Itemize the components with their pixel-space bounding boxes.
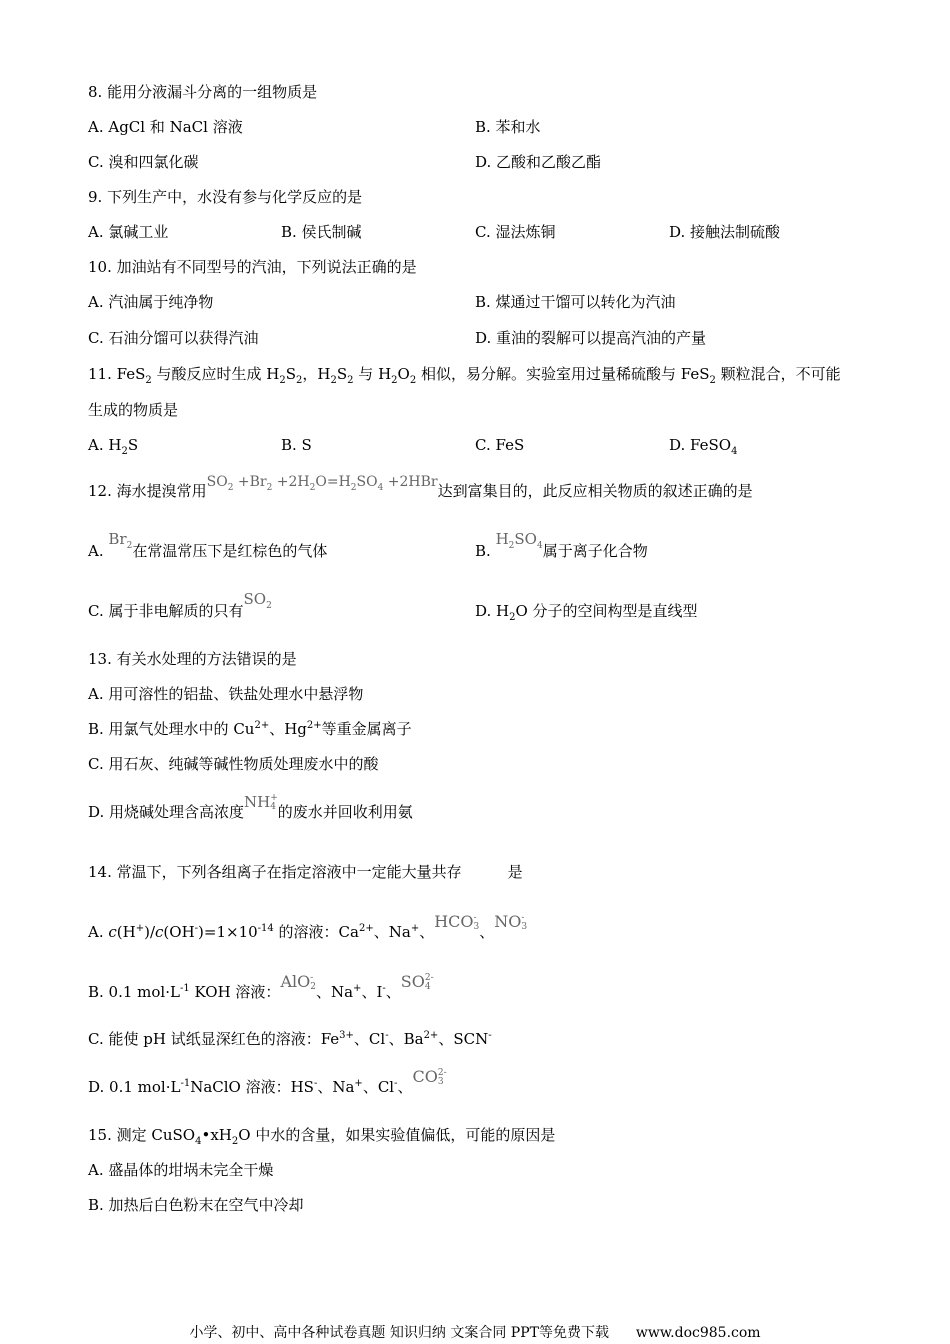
q8-option-b: B. 苯和水 [475, 118, 541, 136]
q13-option-d: D. 用烧碱处理含高浓度NH + 4 的废水并回收利用氨 [88, 793, 413, 821]
q12-equation: $SO_2 +Br_2 +2H_2O=H_2SO_4 +2HBr$ [206, 474, 438, 493]
q10-option-a: A. 汽油属于纯净物 [88, 293, 214, 311]
q14-stem: 14. 常温下，下列各组离子在指定溶液中一定能大量共存 是 [88, 863, 523, 881]
page-footer [0, 1322, 950, 1342]
q11-stem-line2: 生成的物质是 [88, 401, 179, 419]
footer-text: 小学、初中、高中各种试卷真题 知识归纳 文案合同 PPT等免费下载 [189, 1325, 609, 1341]
q8-option-c: C. 溴和四氯化碳 [88, 153, 199, 171]
q12-option-b: B. $H_2SO_4$属于离子化合物 [475, 530, 648, 560]
q14-option-a: A. $c(H^+)/c(OH^-)=1\times 10^{-14}$ 的溶液：$Ca^{2+}$、Na+、HCO - 3 、NO - 3 [88, 912, 528, 941]
q12-option-d: D. $H_2O$ 分子的空间构型是直线型 [475, 602, 698, 623]
q11-option-a: A. $H_2S$ [88, 436, 139, 457]
q12-option-a: A. $Br_2$在常温常压下是红棕色的气体 [88, 530, 328, 560]
q13-option-a: A. 用可溶性的铝盐、铁盐处理水中悬浮物 [88, 685, 364, 703]
q10-option-c: C. 石油分馏可以获得汽油 [88, 329, 259, 347]
q9-option-b: B. 侯氏制碱 [281, 223, 362, 241]
q11-option-c: C. FeS [475, 436, 525, 454]
q13-stem: 13. 有关水处理的方法错误的是 [88, 650, 297, 668]
q15-stem: 15. 测定 $CuSO_4•xH_2O$ 中水的含量，如果实验值偏低，可能的原因是 [88, 1126, 556, 1147]
q15-option-a: A. 盛晶体的坩埚未完全干燥 [88, 1161, 274, 1179]
q12-option-c: C. 属于非电解质的只有$SO_2$ [88, 590, 272, 620]
q13-option-c: C. 用石灰、纯碱等碱性物质处理废水中的酸 [88, 755, 379, 773]
q15-option-b: B. 加热后白色粉末在空气中冷却 [88, 1196, 304, 1214]
q14-option-d: D. 0.1 $mol\cdot L^{-1}NaClO$ 溶液：HS-、Na+、Cl-、CO 2- 3 [88, 1067, 447, 1096]
q9-option-c: C. 湿法炼铜 [475, 223, 556, 241]
q11-option-d: D. FeSO$_4$ [669, 436, 738, 457]
footer-url[interactable]: www.doc985.com [635, 1325, 761, 1341]
q10-option-d: D. 重油的裂解可以提高汽油的产量 [475, 329, 707, 347]
q12-stem: 12. 海水提溴常用$SO_2 +Br_2 +2H_2O=H_2SO_4 +2HBr$达到富集目的，此反应相关物质的叙述正确的是 [88, 474, 753, 500]
q10-stem: 10. 加油站有不同型号的汽油，下列说法正确的是 [88, 258, 417, 276]
q8-stem: 8. 能用分液漏斗分离的一组物质是 [88, 83, 318, 101]
q8-option-a: A. AgCl 和 NaCl 溶液 [88, 118, 243, 136]
q11-option-b: B. S [281, 436, 312, 454]
q14-option-c: C. 能使 pH 试纸显深红色的溶液：$Fe^{3+}$、Cl-、$Ba^{2+}$、SCN- [88, 1030, 492, 1048]
q14-option-b: B. 0.1 $mol\cdot L^{-1}$ KOH 溶液：AlO - 2 、Na+、I-、SO 2- 4 [88, 972, 434, 1001]
q10-option-b: B. 煤通过干馏可以转化为汽油 [475, 293, 676, 311]
q9-stem: 9. 下列生产中，水没有参与化学反应的是 [88, 188, 363, 206]
q13-option-b: B. 用氯气处理水中的 $Cu^{2+}$、$Hg^{2+}$等重金属离子 [88, 720, 412, 738]
q11-stem: 11. FeS$_2$ 与酸反应时生成 $H_2S_2$，$H_2S_2$ 与 $H_2O_2$ 相似，易分解。实验室用过量稀硫酸与 FeS$_2$ 颗粒混合，不可能 [88, 365, 841, 386]
q9-option-a: A. 氯碱工业 [88, 223, 169, 241]
q9-option-d: D. 接触法制硫酸 [669, 223, 781, 241]
q8-option-d: D. 乙酸和乙酸乙酯 [475, 153, 602, 171]
